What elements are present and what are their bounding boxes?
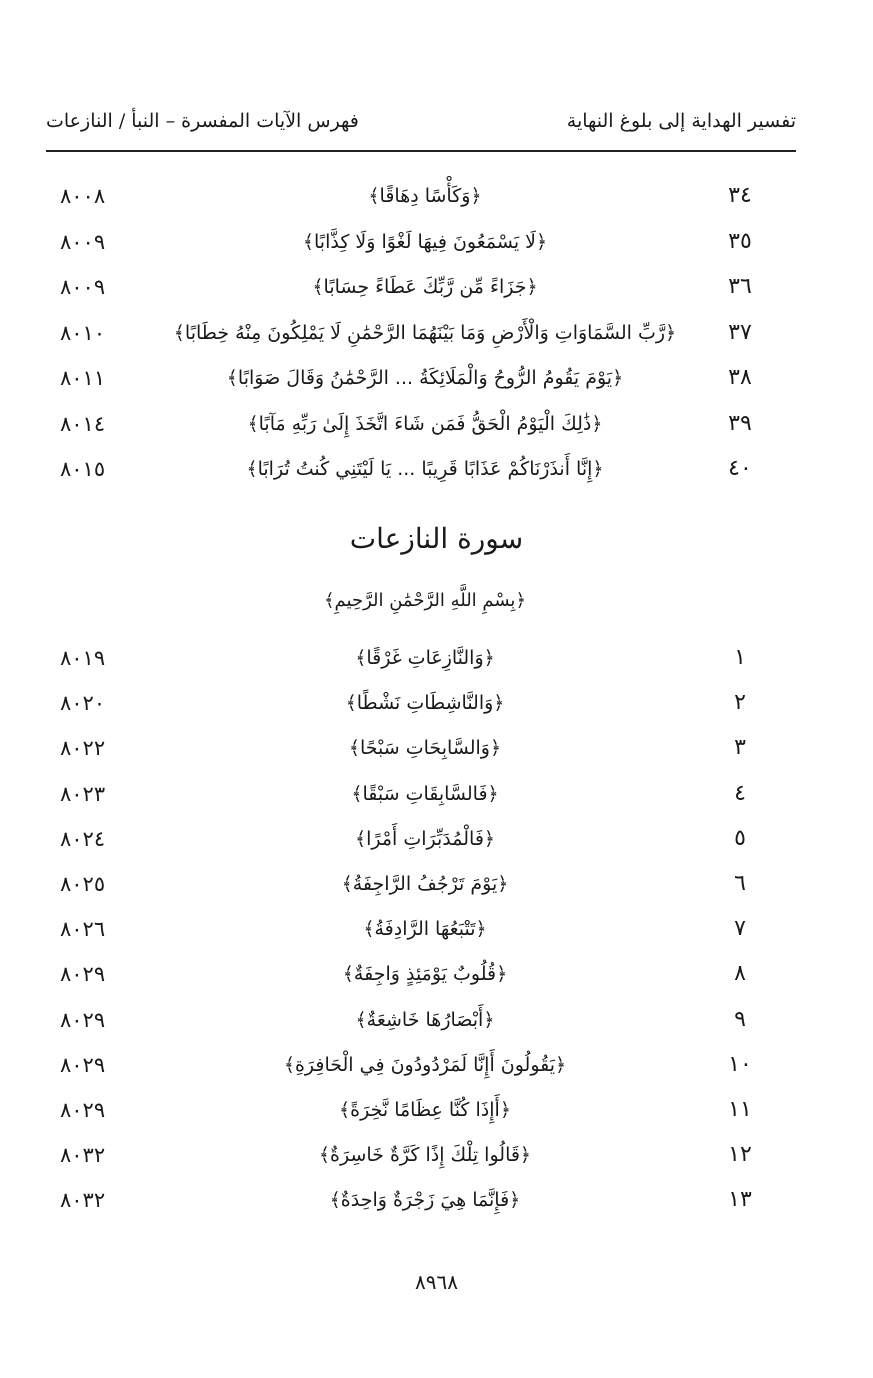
index-row	[0, 728, 873, 768]
index-row	[0, 1090, 873, 1130]
verse-number: ١٣	[728, 1187, 752, 1213]
verse-number: ٤	[734, 780, 746, 806]
verse-number: ٣٩	[728, 410, 752, 436]
page-header	[46, 104, 796, 140]
verse-text: ﴿تَتْبَعُهَا الرَّادِفَةُ﴾	[363, 918, 487, 941]
page-reference: ٨٠٠٩	[60, 229, 106, 254]
index-row	[0, 774, 873, 814]
verse-number: ٤٠	[728, 456, 752, 481]
verse-text: ﴿يَوْمَ تَرْجُفُ الرَّاجِفَةُ﴾	[341, 873, 509, 895]
index-row	[0, 222, 873, 262]
verse-text: ﴿فَإِنَّمَا هِيَ زَجْرَةٌ وَاحِدَةٌ﴾	[329, 1189, 521, 1212]
index-row	[0, 864, 873, 904]
page-reference: ٨٠٢٩	[60, 1052, 106, 1077]
index-row	[0, 358, 873, 398]
book-title: تفسير الهداية إلى بلوغ النهاية	[566, 110, 796, 132]
verse-number: ٨	[734, 961, 746, 987]
verse-number: ٣٥	[728, 228, 752, 254]
verse-text: ﴿لَا يَسْمَعُونَ فِيهَا لَغْوًا وَلَا كِذَّابًا﴾	[302, 230, 548, 253]
index-row	[0, 267, 873, 307]
verse-number: ٣٦	[728, 274, 752, 299]
page-reference: ٨٠١١	[60, 366, 106, 390]
index-row	[0, 1180, 873, 1220]
verse-text: ﴿فَالسَّابِقَاتِ سَبْقًا﴾	[351, 782, 499, 805]
verse-number: ٣٨	[728, 365, 752, 390]
verse-text: ﴿وَالنَّاشِطَاتِ نَشْطًا﴾	[345, 692, 505, 715]
page-reference: ٨٠١٩	[60, 646, 106, 670]
page-reference: ٨٠٢٩	[60, 962, 106, 987]
verse-text: ﴿وَكَأْسًا دِهَاقًا﴾	[368, 185, 482, 207]
verse-number: ٥	[734, 825, 746, 851]
page-reference: ٨٠١٥	[60, 457, 106, 481]
index-row	[0, 1135, 873, 1175]
page-reference: ٨٠٢٥	[60, 872, 106, 896]
verse-text: ﴿جَزَاءً مِّن رَّبِّكَ عَطَاءً حِسَابًا﴾	[312, 276, 538, 298]
page-reference: ٨٠٢٩	[60, 1098, 106, 1122]
verse-number: ٧	[734, 916, 746, 942]
verse-number: ١١	[728, 1097, 752, 1122]
verse-text: ﴿يَوْمَ يَقُومُ الرُّوحُ وَالْمَلَائِكَةُ ... الرَّحْمَٰنُ وَقَالَ صَوَابًا﴾	[226, 367, 624, 389]
verse-number: ١٠	[728, 1051, 752, 1077]
index-row	[0, 1000, 873, 1040]
verse-text: ﴿رَّبِّ السَّمَاوَاتِ وَالْأَرْضِ وَمَا بَيْنَهُمَا الرَّحْمَٰنِ لَا يَمْلِكُونَ مِنْهُ خِطَابًا﴾	[173, 321, 677, 344]
index-row	[0, 909, 873, 949]
page-reference: ٨٠١٤	[60, 411, 106, 436]
section-title: فهرس الآيات المفسرة – النبأ / النازعات	[46, 110, 359, 132]
verse-text: ﴿ذَٰلِكَ الْيَوْمُ الْحَقُّ فَمَن شَاءَ اتَّخَذَ إِلَىٰ رَبِّهِ مَآبًا﴾	[247, 412, 603, 435]
verse-text: ﴿إِنَّا أَنذَرْنَاكُمْ عَذَابًا قَرِيبًا ... يَا لَيْتَنِي كُنتُ تُرَابًا﴾	[246, 458, 604, 480]
index-row	[0, 819, 873, 859]
page-reference: ٨٠٠٨	[60, 184, 106, 208]
verse-number: ٩	[734, 1006, 746, 1032]
index-row	[0, 313, 873, 353]
page-reference: ٨٠٢٠	[60, 691, 106, 716]
verse-number: ٢	[734, 690, 746, 716]
verse-text: ﴿يَقُولُونَ أَإِنَّا لَمَرْدُودُونَ فِي الْحَافِرَةِ﴾	[283, 1053, 567, 1076]
page-number: ٨٩٦٨	[415, 1270, 458, 1294]
page-reference: ٨٠٢٢	[60, 736, 106, 761]
verse-number: ٣	[734, 735, 746, 761]
verse-text: ﴿وَالسَّابِحَاتِ سَبْحًا﴾	[348, 737, 502, 760]
page-reference: ٨٠٣٢	[60, 1188, 106, 1213]
page-reference: ٨٠٣٢	[60, 1143, 106, 1168]
verse-number: ١٢	[728, 1142, 752, 1168]
page-reference: ٨٠٢٦	[60, 917, 106, 942]
index-row	[0, 638, 873, 678]
index-row	[0, 176, 873, 216]
header-divider	[46, 150, 796, 152]
index-row	[0, 449, 873, 489]
page-reference: ٨٠٠٩	[60, 275, 106, 299]
basmala: ﴿بِسْمِ اللَّهِ الرَّحْمَٰنِ الرَّحِيمِ﴾	[323, 590, 526, 611]
verse-number: ٣٧	[728, 319, 752, 345]
page-reference: ٨٠١٠	[60, 320, 106, 345]
verse-text: ﴿قُلُوبٌ يَوْمَئِذٍ وَاجِفَةٌ﴾	[342, 963, 508, 986]
page-reference: ٨٠٢٤	[60, 826, 106, 851]
page-reference: ٨٠٢٩	[60, 1007, 106, 1032]
verse-text: ﴿أَبْصَارُهَا خَاشِعَةٌ﴾	[355, 1008, 495, 1031]
index-row	[0, 954, 873, 994]
verse-number: ٣٤	[728, 183, 752, 208]
verse-number: ٦	[734, 871, 746, 896]
index-row	[0, 1045, 873, 1085]
verse-text: ﴿قَالُوا تِلْكَ إِذًا كَرَّةٌ خَاسِرَةٌ﴾	[318, 1144, 532, 1167]
page-reference: ٨٠٢٣	[60, 781, 106, 806]
index-row	[0, 404, 873, 444]
verse-text: ﴿فَالْمُدَبِّرَاتِ أَمْرًا﴾	[354, 827, 496, 850]
verse-text: ﴿أَإِذَا كُنَّا عِظَامًا نَّخِرَةً﴾	[339, 1099, 511, 1121]
verse-text: ﴿وَالنَّازِعَاتِ غَرْقًا﴾	[355, 647, 495, 669]
verse-number: ١	[734, 645, 746, 670]
index-row	[0, 683, 873, 723]
surah-title: سورة النازعات	[349, 522, 524, 555]
